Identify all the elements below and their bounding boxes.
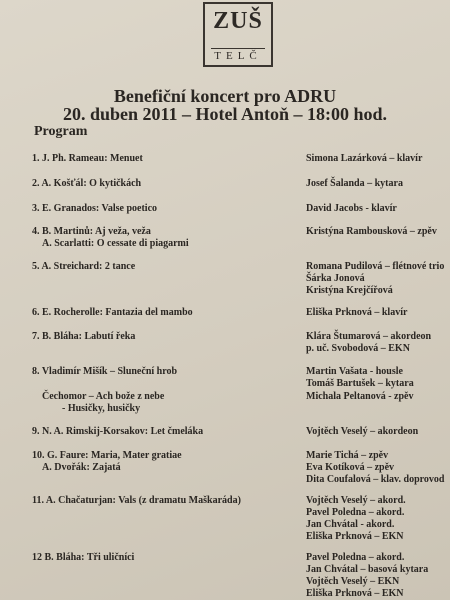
piece-line: 2. A. Košťál: O kytičkách [32,178,142,189]
piece-line: 12 B. Bláha: Tři uličníci [32,552,135,563]
program-piece [32,495,292,507]
program-performers [306,261,450,297]
piece-line: Čechomor – Ach bože z nebe [42,391,165,402]
logo-main-text: ZUŠ [213,8,263,34]
performer-line: Dita Coufalová – klav. doprovod [306,474,445,485]
performer-line: Eliška Prknová – klavír [306,307,408,318]
program-piece [32,203,292,215]
program-piece [32,331,292,343]
performer-line: Pavel Poledna – akord. [306,507,405,518]
performer-line: Romana Pudilová – flétnové trio [306,261,445,272]
performer-line: Eliška Prknová – EKN [306,531,404,542]
performer-line: Simona Lazárková – klavír [306,153,423,164]
program-performers [306,153,450,165]
program-piece [32,153,292,165]
program-performers [306,331,450,355]
piece-line: 6. E. Rocherolle: Fantazia del mambo [32,307,193,318]
performer-line: Michala Peltanová - zpěv [306,391,414,402]
performer-line: Eliška Prknová – EKN [306,588,404,599]
program-performers [306,552,450,600]
program-piece [32,552,292,564]
program-piece [32,391,292,415]
program-performers [306,426,450,438]
program-performers [306,495,450,543]
performer-line: Šárka Jonová [306,273,365,284]
program-performers [306,391,450,403]
performer-line: Vojtěch Veselý – akordeon [306,426,419,437]
performer-line: Tomáš Bartušek – kytara [306,378,414,389]
piece-line: 5. A. Streichard: 2 tance [32,261,136,272]
performer-line: Kristýna Krejčířová [306,285,393,296]
concert-title: Benefiční koncert pro ADRU [113,86,337,106]
piece-line: 7. B. Bláha: Labutí řeka [32,331,136,342]
program-performers [306,450,450,486]
program-performers [306,178,450,190]
performer-line: Eva Kotíková – zpěv [306,462,395,473]
piece-line: 3. E. Granados: Valse poetico [32,203,158,214]
performer-line: Martin Vašata - housle [306,366,403,377]
program-piece [32,366,292,378]
performer-line: p. uč. Svobodová – EKN [306,343,410,354]
program-heading: Program [34,124,88,139]
performer-line: David Jacobs - klavír [306,203,397,214]
piece-line: 9. N. A. Rimskij-Korsakov: Let čmeláka [32,426,204,437]
performer-line: Jan Chvátal - akord. [306,519,395,530]
performer-line: Vojtěch Veselý – akord. [306,495,406,506]
performer-line: Pavel Poledna – akord. [306,552,405,563]
program-piece [32,426,292,438]
program-piece [32,178,292,190]
performer-line: Josef Šalanda – kytara [306,178,403,189]
piece-line: A. Scarlatti: O cessate di piagarmi [42,238,189,249]
piece-line: 4. B. Martinů: Aj veža, veža [32,226,151,237]
performer-line: Kristýna Rambousková – zpěv [306,226,437,237]
piece-line: 10. G. Faure: Maria, Mater gratiae [32,450,182,461]
piece-line: 1. J. Ph. Rameau: Menuet [32,153,143,164]
concert-date-venue: 20. duben 2011 – Hotel Antoň – 18:00 hod. [62,104,388,124]
program-performers [306,366,450,390]
performer-line: Vojtěch Veselý – EKN [306,576,400,587]
program-piece [32,261,292,273]
program-piece [32,450,292,474]
piece-line: - Husičky, husičky [62,403,141,414]
performer-line: Klára Štumarová – akordeon [306,331,432,342]
piece-line: 8. Vladimír Mišík – Sluneční hrob [32,366,178,377]
piece-line: A. Dvořák: Zajatá [42,462,121,473]
program-piece [32,226,292,250]
program-performers [306,307,450,319]
performer-line: Marie Tichá – zpěv [306,450,389,461]
logo-sub-text: TELČ [214,50,262,62]
program-performers [306,226,450,238]
performer-line: Jan Chvátal – basová kytara [306,564,429,575]
program-piece [32,307,292,319]
program-performers [306,203,450,215]
piece-line: 11. A. Chačaturjan: Vals (z dramatu Maškaráda) [32,495,241,506]
